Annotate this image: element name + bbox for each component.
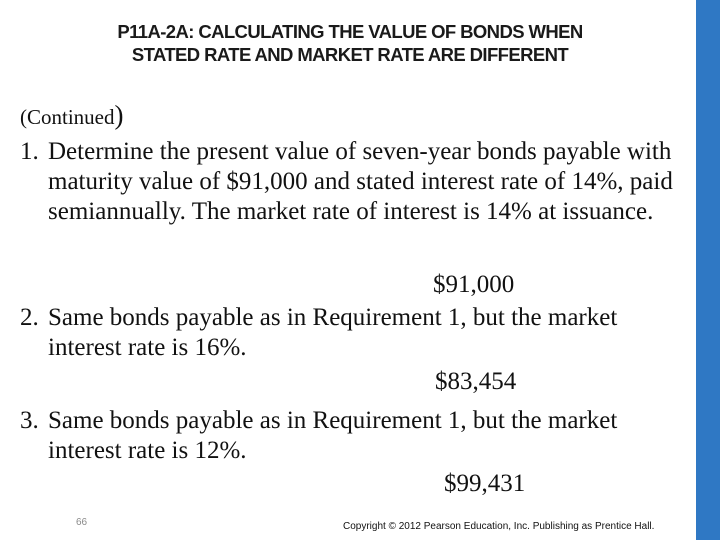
requirement-3-answer: $99,431: [444, 470, 526, 497]
continued-label: [20, 100, 124, 131]
requirement-1-number: 1.: [20, 138, 39, 165]
requirement-1-text: Determine the present value of seven-year bonds payable with maturity value of $91,000 and stated interest rate of 14%, paid semiannually. The market rate of interest is 14% at issuance.: [48, 138, 673, 225]
continued-text: (Continued: [20, 105, 115, 129]
requirement-2-text: Same bonds payable as in Requirement 1, but the market interest rate is 16%.: [48, 304, 618, 361]
slide-number: 66: [76, 517, 88, 528]
copyright-notice: Copyright © 2012 Pearson Education, Inc. Publishing as Prentice Hall.: [343, 521, 655, 532]
requirement-2-number: 2.: [20, 304, 39, 331]
requirement-1-answer: $91,000: [433, 271, 515, 298]
slide-title: [0, 20, 700, 66]
title-line-1: P11A-2A: CALCULATING THE VALUE OF BONDS WHEN: [117, 21, 583, 42]
requirement-1: [20, 137, 690, 227]
continued-paren: ): [114, 100, 124, 130]
requirement-3-text: Same bonds payable as in Requirement 1, but the market interest rate is 12%.: [48, 407, 618, 464]
requirement-2-answer: $83,454: [435, 368, 517, 395]
requirement-2: [20, 303, 690, 363]
requirement-3: [20, 406, 690, 466]
accent-bar: [696, 0, 720, 540]
title-line-2: STATED RATE AND MARKET RATE ARE DIFFERENT: [131, 44, 569, 65]
requirement-3-number: 3.: [20, 407, 39, 434]
